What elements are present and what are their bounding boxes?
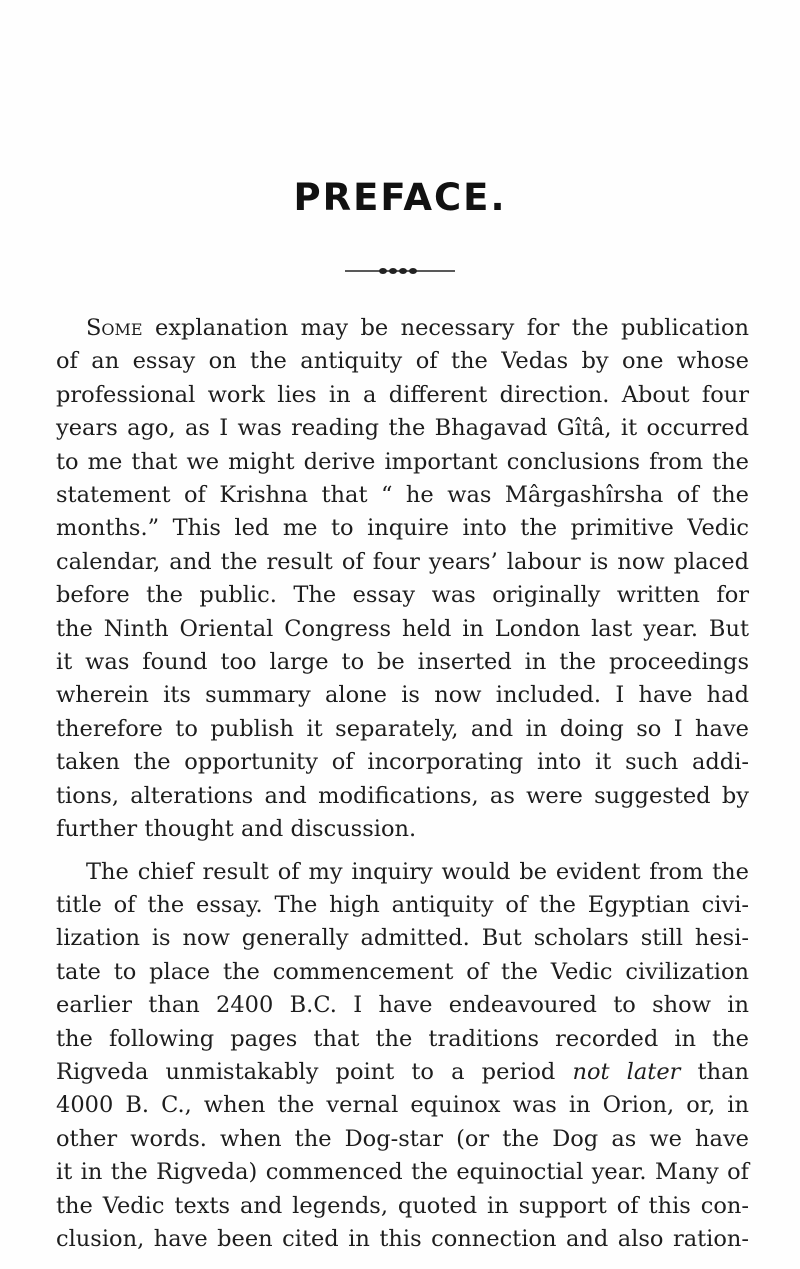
text-line: title of the essay. The high antiquity of the Egyptian civi- [56, 891, 749, 918]
text-line: earlier than 2400 B.C. I have endeavoured to show in [56, 992, 749, 1019]
text-line: wherein its summary alone is now included. I have had [56, 682, 749, 709]
text-line: lization is now generally admitted. But scholars still hesi- [56, 925, 749, 952]
text-line: Rigveda unmistakably point to a period not later than [56, 1058, 749, 1085]
text-line: other words. when the Dog-star (or the Dog as we have [56, 1125, 749, 1152]
text-line: months.” This led me to inquire into the primitive Vedic [56, 515, 749, 542]
text-line: calendar, and the result of four years’ labour is now placed [56, 548, 749, 575]
text-line: professional work lies in a different direction. About four [56, 381, 749, 408]
text-line: the Ninth Oriental Congress held in London last year. But [56, 615, 749, 642]
text-line: tions, alterations and modifications, as were suggested by [56, 782, 749, 809]
text-line: of an essay on the antiquity of the Vedas by one whose [56, 348, 749, 375]
text-line: 4000 B. C., when the vernal equinox was in Orion, or, in [56, 1092, 749, 1119]
emphasis: not later [572, 1058, 681, 1085]
text-line: tate to place the commencement of the Vedic civilization [56, 958, 749, 985]
text-line: further thought and discussion. [56, 816, 417, 843]
page-title: PREFACE. [293, 176, 507, 219]
paragraph-1 [56, 312, 749, 847]
text-line: Some explanation may be necessary for the publication [86, 315, 749, 341]
lead-word: Some [86, 315, 143, 341]
text-line: The chief result of my inquiry would be evident from the [86, 858, 749, 885]
text-line: years ago, as I was reading the Bhagavad Gîtâ, it occurred [56, 415, 749, 442]
ornament-divider-icon [345, 266, 455, 276]
text-line: taken the opportunity of incorporating into it such addi- [56, 749, 749, 776]
text-line: therefore to publish it separately, and in doing so I have [56, 715, 749, 742]
text-line: before the public. The essay was originally written for [56, 582, 749, 609]
text-line: it in the Rigveda) commenced the equinoctial year. Many of [56, 1159, 749, 1186]
text-line: clusion, have been cited in this connection and also ration- [56, 1225, 749, 1252]
text-line: the Vedic texts and legends, quoted in support of this con- [56, 1192, 749, 1219]
preface-body [56, 312, 749, 1256]
text-line: the following pages that the traditions recorded in the [56, 1025, 749, 1052]
text-line: it was found too large to be inserted in the proceedings [56, 649, 749, 676]
paragraph-2 [56, 856, 749, 1257]
text-line: statement of Krishna that “ he was Mârgashîrsha of the [56, 482, 749, 509]
text-line: to me that we might derive important conclusions from the [56, 448, 749, 475]
